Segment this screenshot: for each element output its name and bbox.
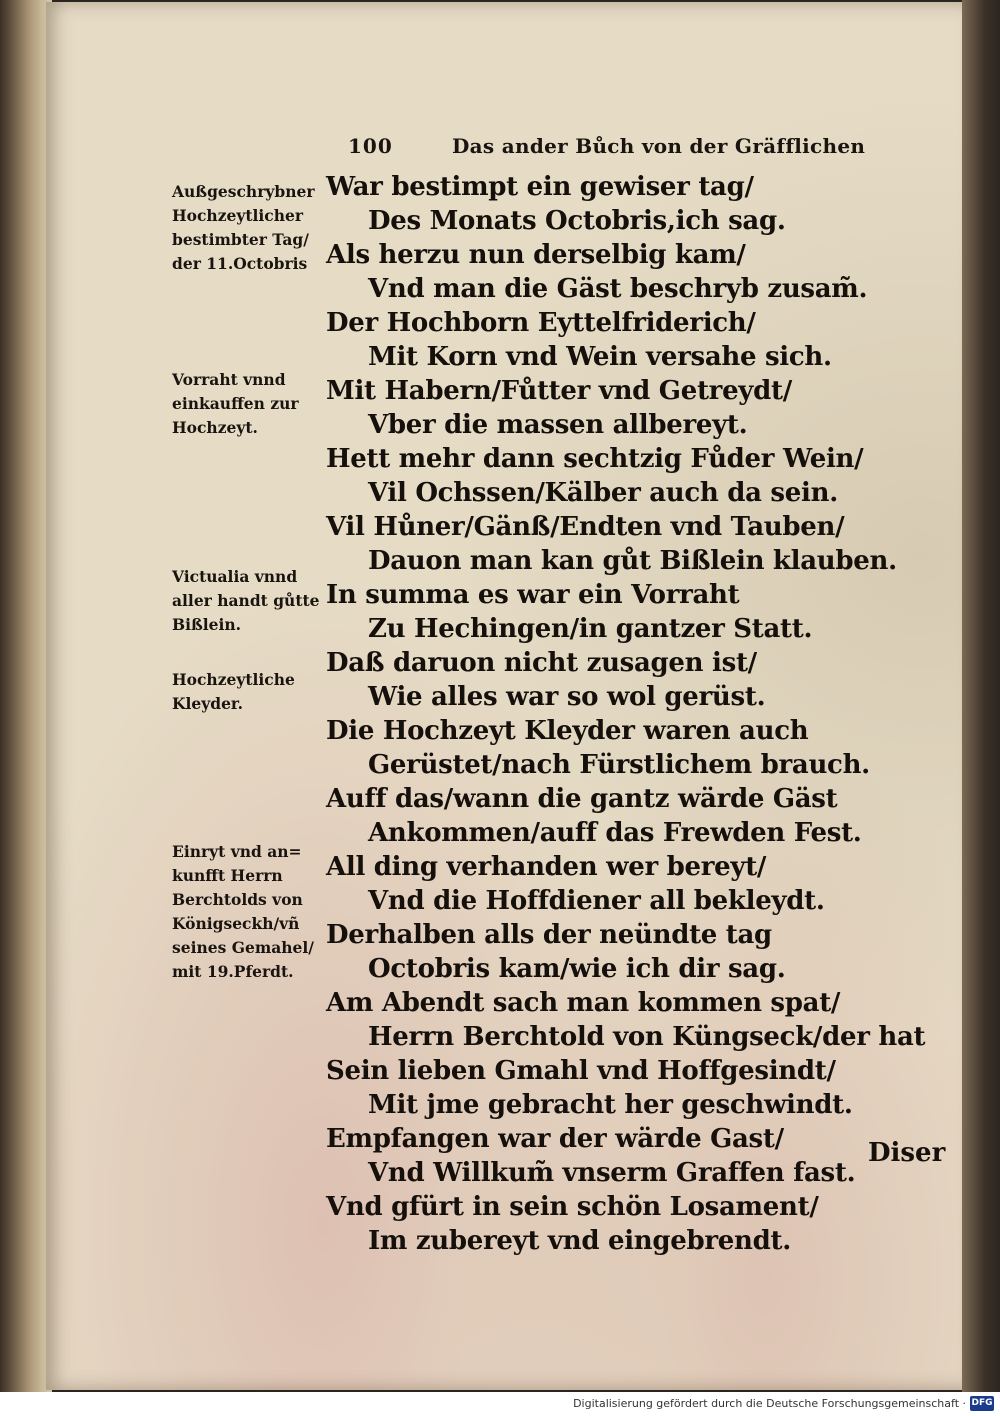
verse-line: Zu Hechingen/in gantzer Statt. [368,614,813,644]
verse-line: Wie alles war so wol gerüst. [368,682,766,712]
digitization-credit: Digitalisierung gefördert durch die Deutsche Forschungsgemeinschaft · [573,1397,966,1410]
verse-line: Derhalben alls der neündte tag [326,920,772,950]
verse-line: War bestimpt ein gewiser tag/ [326,172,754,202]
verse-line: Im zubereyt vnd eingebrendt. [368,1226,791,1256]
verse-line: Am Abendt sach man kommen spat/ [326,988,841,1018]
running-head: Das ander Bůch von der Gräfflichen [452,134,866,158]
book-spine-edge [0,0,52,1392]
verse-line: Octobris kam/wie ich dir sag. [368,954,786,984]
verse-line: Vber die massen allbereyt. [368,410,748,440]
verse-line: Als herzu nun derselbig kam/ [326,240,746,270]
verse-line: Vnd gfürt in sein schön Losament/ [326,1192,819,1222]
verse-line: Des Monats Octobris,ich sag. [368,206,786,236]
verse-line: Herrn Berchtold von Küngseck/der hat [368,1022,926,1052]
verse-line: Mit Korn vnd Wein versahe sich. [368,342,832,372]
margin-note: Vorraht vnnd einkauffen zur Hochzeyt. [172,370,299,437]
verse-line: In summa es war ein Vorraht [326,580,740,610]
page-header [348,134,866,170]
verse-line: Vnd man die Gäst beschryb zusam̃. [368,274,868,304]
verse-line: Mit Habern/Fůtter vnd Getreydt/ [326,376,792,406]
margin-note: Victualia vnnd aller handt gůtte Bißlein. [172,567,320,634]
verse-line: Vil Ochssen/Kälber auch da sein. [368,478,838,508]
verse-line: Sein lieben Gmahl vnd Hoffgesindt/ [326,1056,836,1086]
verse-line: All ding verhanden wer bereyt/ [326,852,767,882]
page-number: 100 [348,134,393,158]
verse-line: Gerüstet/nach Fürstlichem brauch. [368,750,870,780]
verse-line: Empfangen war der wärde Gast/ [326,1124,784,1154]
margin-note: Einryt vnd an= kunfft Herrn Berchtolds von Königseckh/vñ seines Gemahel/ mit 19.Pferdt. [172,842,314,981]
dfg-logo[interactable]: DFG [970,1396,994,1411]
page-right-edge [962,0,1000,1392]
verse-line: Vnd Willkum̃ vnserm Graffen fast. [368,1158,856,1188]
verse-line: Vil Hůner/Gänß/Endten vnd Tauben/ [326,512,845,542]
verse-line: Die Hochzeyt Kleyder waren auch [326,716,809,746]
verse-line: Hett mehr dann sechtzig Fůder Wein/ [326,444,864,474]
footer-bar [0,1392,1000,1416]
verse-line: Auff das/wann die gantz wärde Gäst [326,784,838,814]
verse-line: Vnd die Hoffdiener all bekleydt. [368,886,825,916]
verse-line: Daß daruon nicht zusagen ist/ [326,648,757,678]
catchword: Diser [868,1138,946,1168]
verse-line: Dauon man kan gůt Bißlein klauben. [368,546,897,576]
margin-note: Außgeschrybner Hochzeytlicher bestimbter Tag/ der 11.Octobris [172,182,315,273]
verse-line: Ankommen/auff das Frewden Fest. [368,818,862,848]
margin-note: Hochzeytliche Kleyder. [172,670,295,713]
verse-line: Der Hochborn Eyttelfriderich/ [326,308,756,338]
verse-line: Mit jme gebracht her geschwindt. [368,1090,853,1120]
